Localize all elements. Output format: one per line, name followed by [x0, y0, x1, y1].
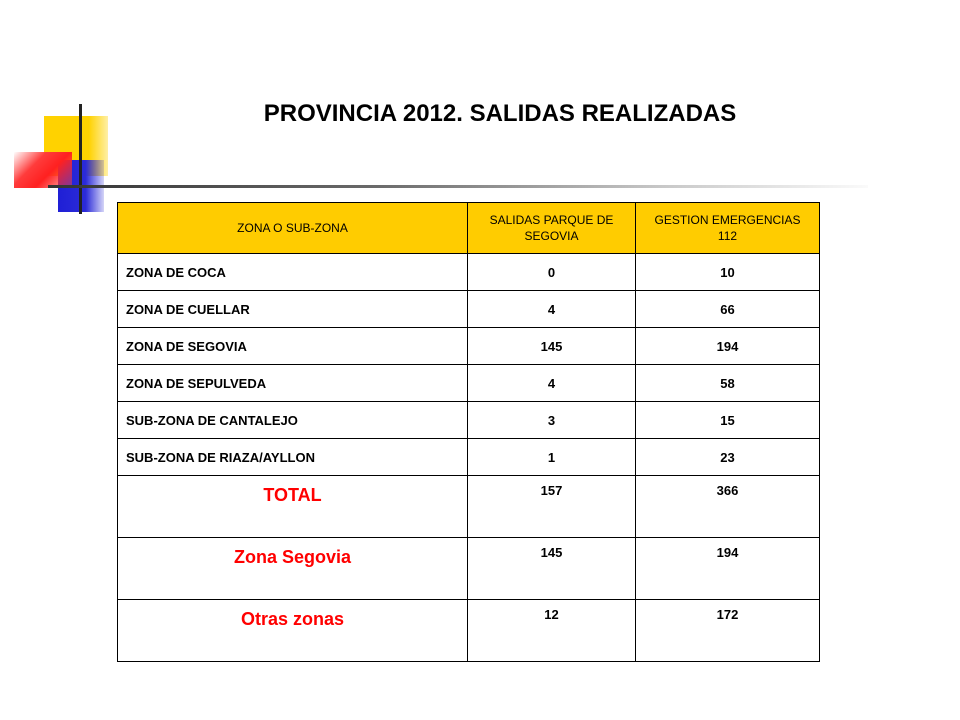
table-row [118, 439, 820, 476]
summary-label: Otras zonas [118, 600, 468, 662]
table-row [118, 365, 820, 402]
summary-parque: 12 [468, 600, 636, 662]
cell-zona: SUB-ZONA DE RIAZA/AYLLON [118, 439, 468, 476]
cell-parque: 3 [468, 402, 636, 439]
decor-red-square [14, 152, 72, 188]
table-header-row [118, 203, 820, 254]
header-gestion-emergencias: GESTION EMERGENCIAS 112 [636, 203, 820, 254]
summary-row-total [118, 476, 820, 538]
summary-gestion: 366 [636, 476, 820, 538]
summary-label: TOTAL [118, 476, 468, 538]
cell-parque: 4 [468, 291, 636, 328]
page-title: PROVINCIA 2012. SALIDAS REALIZADAS [263, 100, 737, 127]
cell-zona: ZONA DE SEPULVEDA [118, 365, 468, 402]
summary-parque: 157 [468, 476, 636, 538]
cell-parque: 4 [468, 365, 636, 402]
cell-gestion: 58 [636, 365, 820, 402]
summary-row-zona-segovia [118, 538, 820, 600]
summary-row-otras-zonas [118, 600, 820, 662]
cell-gestion: 66 [636, 291, 820, 328]
header-salidas-parque: SALIDAS PARQUE DE SEGOVIA [468, 203, 636, 254]
summary-gestion: 194 [636, 538, 820, 600]
summary-label: Zona Segovia [118, 538, 468, 600]
data-table [117, 202, 820, 662]
cell-zona: ZONA DE CUELLAR [118, 291, 468, 328]
cell-gestion: 15 [636, 402, 820, 439]
cell-gestion: 194 [636, 328, 820, 365]
table-row [118, 291, 820, 328]
cell-zona: SUB-ZONA DE CANTALEJO [118, 402, 468, 439]
cell-gestion: 10 [636, 254, 820, 291]
cell-gestion: 23 [636, 439, 820, 476]
decor-horizontal-line [48, 185, 868, 188]
cell-parque: 145 [468, 328, 636, 365]
cell-zona: ZONA DE SEGOVIA [118, 328, 468, 365]
cell-zona: ZONA DE COCA [118, 254, 468, 291]
cell-parque: 1 [468, 439, 636, 476]
table-row [118, 328, 820, 365]
table-row [118, 402, 820, 439]
summary-parque: 145 [468, 538, 636, 600]
summary-gestion: 172 [636, 600, 820, 662]
table-row [118, 254, 820, 291]
header-zona: ZONA O SUB-ZONA [118, 203, 468, 254]
cell-parque: 0 [468, 254, 636, 291]
decor-vertical-line [79, 104, 82, 214]
